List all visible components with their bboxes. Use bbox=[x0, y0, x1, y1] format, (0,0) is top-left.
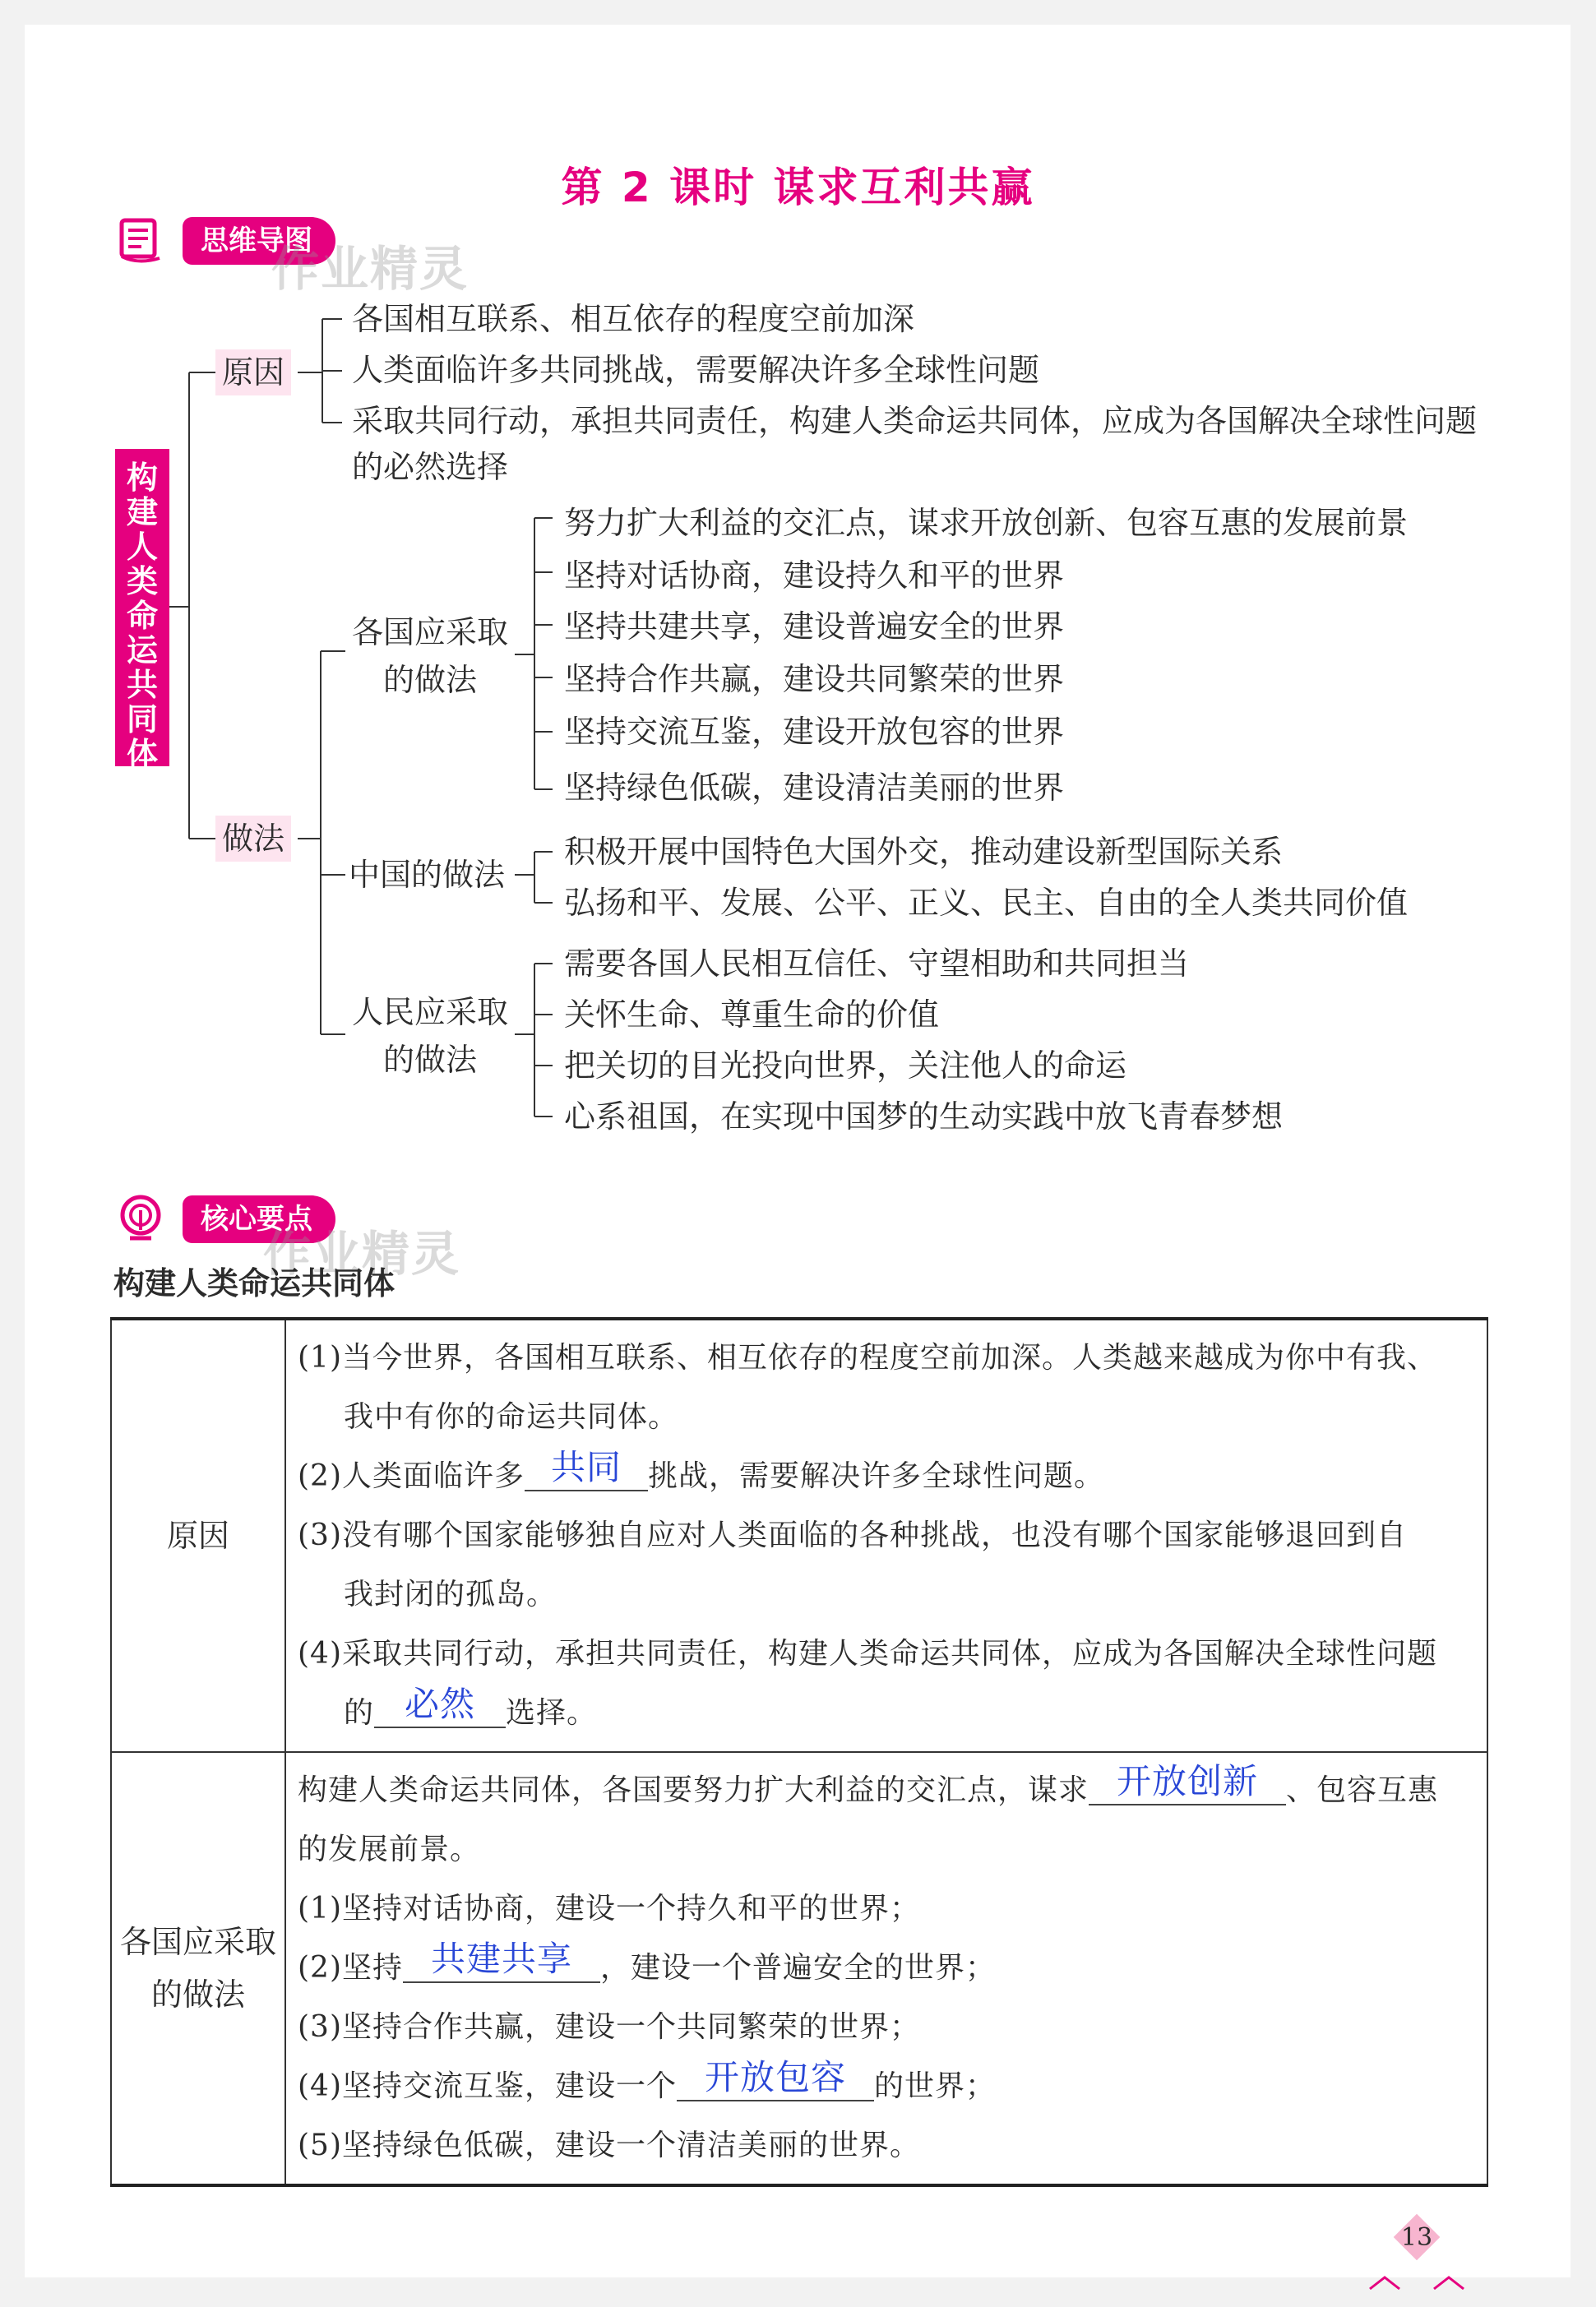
row-content bbox=[285, 1319, 1487, 1752]
lightbulb-icon bbox=[115, 1194, 166, 1243]
countries-item: 坚持交流互鉴，建设开放包容的世界 bbox=[564, 714, 1065, 750]
table-row bbox=[111, 1319, 1487, 1752]
watermark: 作业精灵 bbox=[263, 1226, 461, 1282]
row-label: 原因 bbox=[111, 1319, 285, 1752]
reason-item: 采取共同行动，承担共同责任，构建人类命运共同体，应成为各国解决全球性问题 bbox=[352, 403, 1478, 439]
section-tag-keypoints: 核心要点 bbox=[183, 1195, 335, 1243]
chevron-decoration-icon bbox=[1365, 2269, 1469, 2294]
fill-blank-answer[interactable]: 开放创新 bbox=[1089, 1759, 1286, 1805]
text-line: 、包容互惠 bbox=[1286, 1773, 1439, 1807]
fill-blank-answer[interactable]: 开放包容 bbox=[677, 2055, 874, 2101]
text-line: ，建设一个普遍安全的世界； bbox=[600, 1951, 997, 1985]
fill-blank-answer[interactable]: 必然 bbox=[374, 1682, 506, 1728]
people-item: 把关切的目光投向世界，关注他人的命运 bbox=[564, 1047, 1127, 1084]
row-label-line: 的做法 bbox=[150, 1976, 245, 2013]
text-line: 的发展前景。 bbox=[298, 1833, 481, 1866]
text-line: (3)没有哪个国家能够独自应对人类面临的各种挑战，也没有哪个国家能够退回到自 bbox=[298, 1519, 1407, 1552]
people-item: 关怀生命、尊重生命的价值 bbox=[564, 996, 940, 1033]
fill-blank-answer[interactable]: 共同 bbox=[525, 1445, 648, 1491]
mindmap-root: 构建人类命运共同体 bbox=[115, 449, 169, 766]
people-label-line: 人民应采取 bbox=[351, 994, 508, 1030]
text-line: 挑战，需要解决许多全球性问题。 bbox=[648, 1459, 1105, 1493]
keypoints-subtitle: 构建人类命运共同体 bbox=[113, 1265, 396, 1301]
people-label bbox=[345, 988, 515, 1084]
text-line: (1)当今世界，各国相互联系、相互依存的程度空前加深。人类越来越成为你中有我、 bbox=[298, 1341, 1437, 1375]
reason-item: 人类面临许多共同挑战，需要解决许多全球性问题 bbox=[352, 352, 1040, 388]
page-number: 13 bbox=[1400, 2223, 1433, 2252]
text-line: 我封闭的孤岛。 bbox=[344, 1578, 557, 1611]
text-line: 构建人类命运共同体，各国要努力扩大利益的交汇点，谋求 bbox=[298, 1773, 1089, 1807]
text-line: 我中有你的命运共同体。 bbox=[344, 1400, 679, 1434]
people-item: 心系祖国，在实现中国梦的生动实践中放飞青春梦想 bbox=[564, 1098, 1284, 1135]
countries-label bbox=[345, 608, 515, 704]
countries-item: 坚持绿色低碳，建设清洁美丽的世界 bbox=[564, 770, 1065, 806]
row-label-line: 各国应采取 bbox=[119, 1924, 276, 1960]
china-item: 弘扬和平、发展、公平、正义、民主、自由的全人类共同价值 bbox=[564, 885, 1409, 921]
countries-item: 坚持对话协商，建设持久和平的世界 bbox=[564, 557, 1065, 594]
countries-item: 努力扩大利益的交汇点，谋求开放创新、包容互惠的发展前景 bbox=[564, 505, 1409, 541]
section-tag-mindmap: 思维导图 bbox=[183, 217, 335, 265]
reason-item: 各国相互联系、相互依存的程度空前加深 bbox=[352, 301, 915, 337]
text-line: (5)坚持绿色低碳，建设一个清洁美丽的世界。 bbox=[298, 2129, 920, 2162]
text-line: 选择。 bbox=[506, 1696, 598, 1730]
text-line: (3)坚持合作共赢，建设一个共同繁荣的世界； bbox=[298, 2010, 920, 2044]
countries-label-line: 的做法 bbox=[382, 662, 477, 698]
keypoints-table bbox=[110, 1317, 1488, 2187]
text-line: (2)人类面临许多 bbox=[298, 1459, 525, 1493]
watermark: 作业精灵 bbox=[271, 241, 470, 297]
people-item: 需要各国人民相互信任、守望相助和共同担当 bbox=[564, 945, 1190, 982]
lesson-title: 第 2 课时 谋求互利共赢 bbox=[561, 164, 1035, 211]
text-line: (2)坚持 bbox=[298, 1951, 403, 1985]
china-item: 积极开展中国特色大国外交，推动建设新型国际关系 bbox=[564, 834, 1284, 870]
table-row bbox=[111, 1752, 1487, 2185]
countries-item: 坚持共建共享，建设普遍安全的世界 bbox=[564, 608, 1065, 645]
branch-reason: 原因 bbox=[215, 349, 291, 395]
row-label bbox=[111, 1752, 285, 2185]
text-line: 的世界； bbox=[874, 2069, 997, 2103]
text-line: (4)坚持交流互鉴，建设一个 bbox=[298, 2069, 677, 2103]
reason-item: 的必然选择 bbox=[352, 449, 509, 485]
fill-blank-answer[interactable]: 共建共享 bbox=[403, 1937, 600, 1983]
text-line: (4)采取共同行动，承担共同责任，构建人类命运共同体，应成为各国解决全球性问题 bbox=[298, 1637, 1437, 1671]
china-label: 中国的做法 bbox=[349, 857, 506, 893]
countries-label-line: 各国应采取 bbox=[351, 614, 508, 650]
branch-method: 做法 bbox=[215, 816, 291, 862]
people-label-line: 的做法 bbox=[382, 1042, 477, 1078]
row-content bbox=[285, 1752, 1487, 2185]
text-line: 的 bbox=[344, 1696, 375, 1730]
countries-item: 坚持合作共赢，建设共同繁荣的世界 bbox=[564, 661, 1065, 697]
text-line: (1)坚持对话协商，建设一个持久和平的世界； bbox=[298, 1892, 920, 1926]
